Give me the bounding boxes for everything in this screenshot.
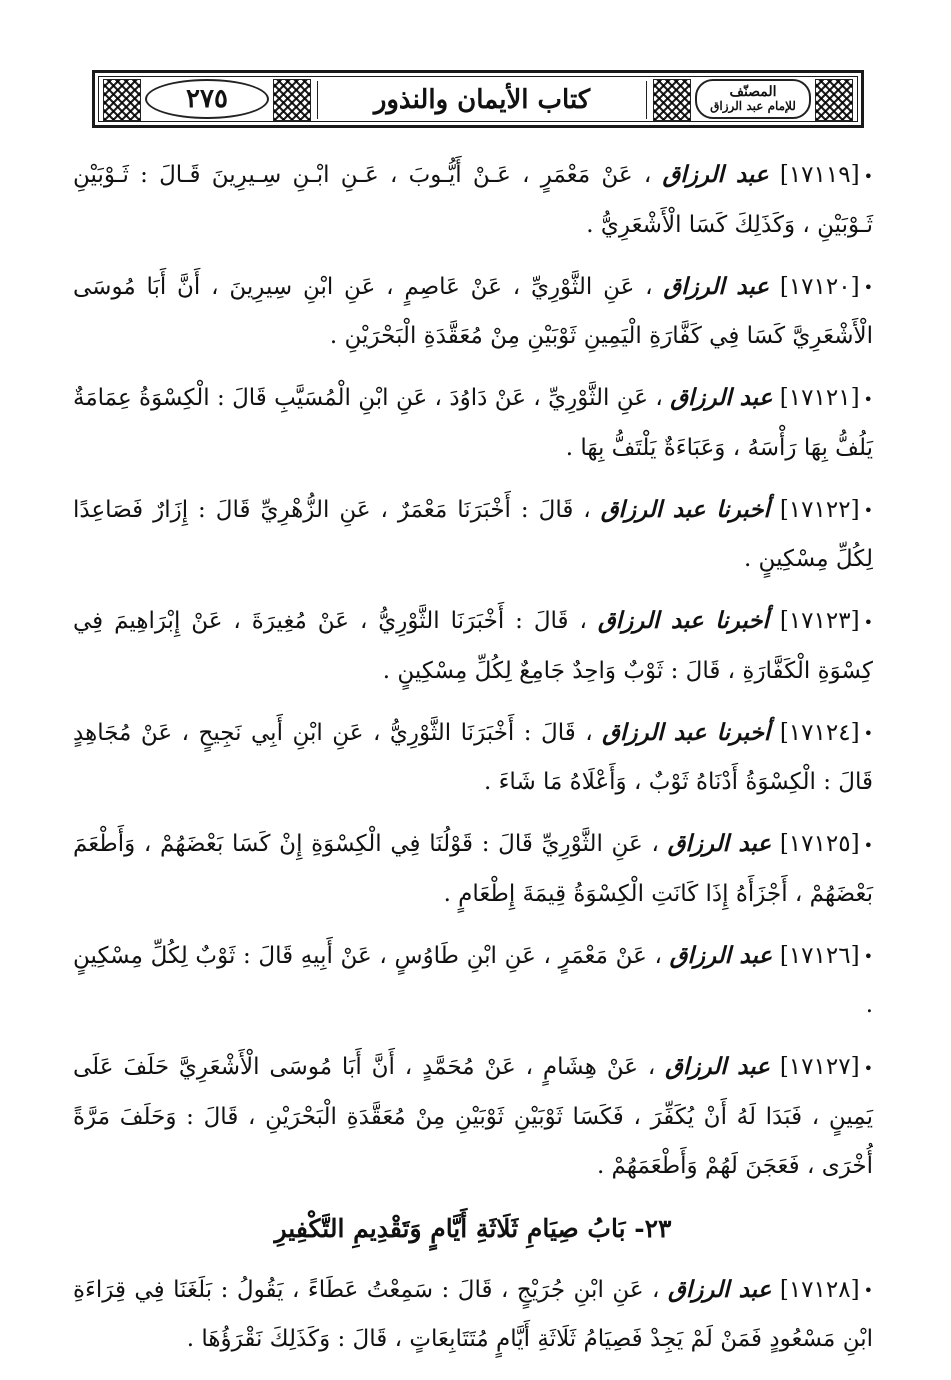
entry-source: عبد الرزاق	[667, 1275, 772, 1303]
entry-source: أخبرنا عبد الرزاق	[600, 495, 770, 523]
entry-number: [١٧١٢٢]	[779, 496, 860, 523]
book-title: كتاب الأيمان والنذور	[317, 81, 647, 119]
bullet-icon: •	[863, 1058, 873, 1078]
entry-number: [١٧١٢٥]	[779, 831, 860, 857]
entry-number: [١٧١٢٧]	[779, 1054, 860, 1080]
entry-source: عبد الرزاق	[667, 830, 772, 857]
entry-source: أخبرنا عبد الرزاق	[597, 607, 769, 634]
entry-number: [١٧١٢٣]	[779, 608, 860, 634]
entry-text: ، قَالَ : أَخْبَرَنَا الثَّوْرِيُّ ، عَنْ مُغِيرَةَ ، عَنْ إِبْرَاهِيمَ فِي كِسْوَةِ الْكَفَّارَةِ ، قَالَ : ثَوْبٌ وَاحِدٌ جَامِعٌ لِكُلِّ مِسْكِينٍ .	[73, 608, 873, 684]
ornament-icon	[273, 79, 311, 121]
hadith-entry	[73, 708, 873, 808]
entry-number: [١٧١١٩]	[779, 162, 860, 188]
entry-number: [١٧١٢٠]	[779, 273, 860, 300]
entry-number: [١٧١٢١]	[779, 385, 860, 411]
brand-line-1: المصنّف	[729, 84, 777, 101]
entry-text: ، قَالَ : أَخْبَرَنَا الثَّوْرِيُّ ، عَنِ ابْنِ أَبِي نَجِيحٍ ، عَنْ مُجَاهِدٍ قَالَ : الْكِسْوَةُ أَدْنَاهُ ثَوْبٌ ، وَأَعْلَاهُ مَا شَاءَ .	[73, 719, 873, 795]
brand-logo	[695, 79, 811, 119]
entry-source: عبد الرزاق	[669, 941, 773, 969]
bullet-icon: •	[863, 947, 874, 966]
bullet-icon: •	[863, 835, 873, 855]
hadith-entry	[73, 819, 873, 919]
hadith-entry	[73, 596, 873, 696]
bullet-icon: •	[863, 501, 873, 520]
entry-source: أخبرنا عبد الرزاق	[602, 718, 771, 746]
entry-text: ، عَنِ الثَّوْرِيِّ قَالَ : قَوْلُنَا فِي الْكِسْوَةِ إِنْ كَسَا بَعْضَهُمْ ، وَأَطْعَمَ بَعْضَهُمْ ، أَجْزَأَهُ إِذَا كَانَتِ الْكِسْوَةُ قِيمَةَ إِطْعَامٍ .	[73, 831, 873, 907]
chapter-heading: ٢٣- بَابُ صِيَامِ ثَلَاثَةِ أَيَّامٍ وَتَقْدِيمِ التَّكْفِيرِ	[274, 1213, 672, 1243]
hadith-entry	[73, 373, 873, 473]
bullet-icon: •	[863, 612, 874, 632]
entry-source: عبد الرزاق	[670, 384, 773, 411]
entry-text: ، قَالَ : أَخْبَرَنَا مَعْمَرٌ ، عَنِ الزُّهْرِيِّ قَالَ : إِزَارٌ فَصَاعِدًا لِكُلِّ مِسْكِينٍ .	[73, 496, 873, 572]
bullet-icon: •	[863, 389, 873, 409]
page-body	[73, 150, 873, 1376]
hadith-entry	[73, 262, 873, 362]
bullet-icon: •	[863, 278, 874, 297]
bullet-icon: •	[863, 1281, 874, 1300]
bullet-icon: •	[863, 166, 874, 186]
ornament-icon	[815, 79, 853, 121]
ornament-icon	[103, 79, 141, 121]
hadith-entry	[73, 485, 873, 585]
entry-source: عبد الرزاق	[662, 161, 769, 188]
ornament-icon	[653, 79, 691, 121]
entry-text: ، عَنْ هِشَامٍ ، عَنْ مُحَمَّدٍ ، أَنَّ أَبَا مُوسَى الْأَشْعَرِيَّ حَلَفَ عَلَى يَمِينٍ ، فَبَدَا لَهُ أَنْ يُكَفِّرَ ، فَكَسَا ثَوْبَيْنِ ثَوْبَيْنِ مِنْ مُعَقَّدَةِ الْبَحْرَيْنِ ، قَالَ : وَحَلَفَ مَرَّةً أُخْرَى ، فَعَجَنَ لَهُمْ وَأَطْعَمَهُمْ .	[73, 1054, 873, 1179]
entry-number: [١٧١٢٦]	[779, 942, 860, 969]
page-header	[92, 70, 864, 128]
hadith-entry	[73, 931, 873, 1031]
entry-text: ، عَنْ مَعْمَرٍ ، عَنِ ابْنِ طَاوُسٍ ، عَنْ أَبِيهِ قَالَ : ثَوْبٌ لِكُلِّ مِسْكِينٍ .	[73, 942, 873, 1018]
brand-line-2: للإمام عبد الرزاق	[710, 99, 796, 114]
bullet-icon: •	[863, 724, 873, 743]
entry-text: ، عَنْ مَعْمَرٍ ، عَـنْ أَيُّـوبَ ، عَـنِ ابْـنِ سِـيرِينَ قَـالَ : ثَـوْبَيْنِ ثَـوْبَيْنِ ، وَكَذَلِكَ كَسَا الْأَشْعَرِيُّ .	[73, 162, 873, 238]
hadith-entry	[73, 1042, 873, 1191]
hadith-entry	[73, 1265, 873, 1365]
page-number: ٢٧٥	[145, 79, 269, 119]
hadith-entry	[73, 150, 873, 250]
entry-source: عبد الرزاق	[665, 1053, 770, 1080]
entry-source: عبد الرزاق	[663, 272, 770, 300]
entry-text: ، عَنِ ابْنِ جُرَيْجٍ ، قَالَ : سَمِعْتُ عَطَاءً ، يَقُولُ : بَلَغَنَا فِي قِرَاءَةِ ابْنِ مَسْعُودٍ فَمَنْ لَمْ يَجِدْ فَصِيَامُ ثَلَاثَةِ أَيَّامٍ مُتَتَابِعَاتٍ ، قَالَ : وَكَذَلِكَ نَقْرَؤُهَا .	[73, 1276, 873, 1352]
entry-number: [١٧١٢٨]	[779, 1276, 860, 1303]
entry-text: ، عَنِ الثَّوْرِيِّ ، عَنْ دَاوُدَ ، عَنِ ابْنِ الْمُسَيَّبِ قَالَ : الْكِسْوَةُ عِمَامَةٌ يَلُفُّ بِهَا رَأْسَهُ ، وَعَبَاءَةٌ يَلْتَفُّ بِهَا .	[73, 385, 873, 461]
entry-number: [١٧١٢٤]	[779, 719, 860, 746]
entry-text: ، عَنِ الثَّوْرِيِّ ، عَنْ عَاصِمٍ ، عَنِ ابْنِ سِيرِينَ ، أَنَّ أَبَا مُوسَى الْأَشْعَرِيَّ كَسَا فِي كَفَّارَةِ الْيَمِينِ ثَوْبَيْنِ مِنْ مُعَقَّدَةِ الْبَحْرَيْنِ .	[73, 273, 873, 349]
